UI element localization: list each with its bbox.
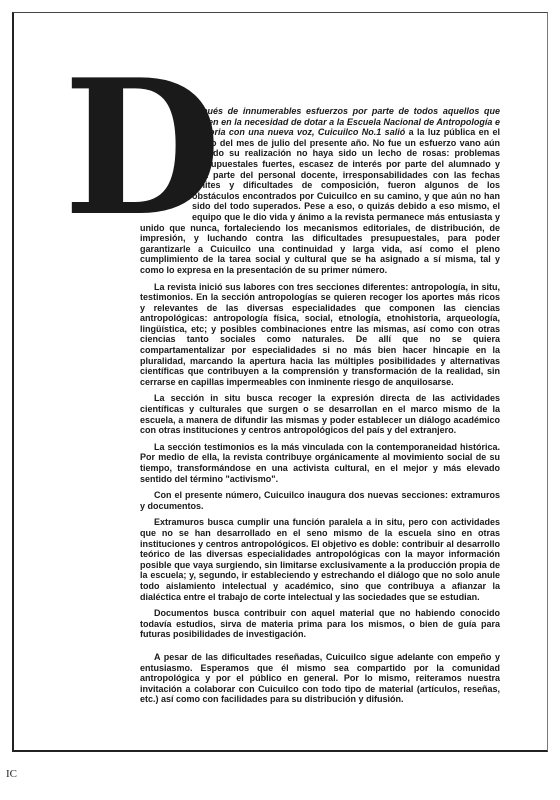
paragraph-documentos: Documentos busca contribuir con aquel material que no habiendo conocido todavía estudios, sirva de materia prima para los mismos, o bien de guía para futuras posibilidades de investigación. bbox=[140, 608, 500, 640]
opening-paragraph bbox=[140, 106, 500, 276]
paragraph-sections: La revista inició sus labores con tres secciones diferentes: antropología, in situ, testimonios. En la sección antropologías se quieren recoger los aportes más ricos y relevantes de las diversas especialidades que componen las ciencias antropológicas: antropología física, social, etnología, etnohistoria, arqueología, lingüística, etc; y posibles combinaciones entre las mismas, así como con otras ciencias tanto sociales como naturales. De allí que no se quiera compartamentalizar por especialidades si no más bien hacer hincapie en la pluralidad, marcando la apertura hacia las múltiples posibilidades y alternativas científicas que contribuyen a la comprensión y transformación de la realidad, sin cerrarse en capillas impermeables con inminente riesgo de anquilosarse. bbox=[140, 281, 500, 387]
paragraph-extramuros: Extramuros busca cumplir una función paralela a in situ, pero con actividades que no se han desarrollado en el seno mismo de la escuela sino en otras instituciones y centros antropológicos. El objetivo es doble: contribuir al desarrollo teórico de las diversas especialidades antropológicas con la mayor información posible que vaya surgiendo, sin limitarse exclusivamente a la producción propia de la escuela; y, segundo, ir estableciendo y estrechando el diálogo que no solo anule todo aislamiento intelectual y académico, sino que contribuya a afianzar la dialéctica entre el trabajo de corte intelectual y las sociedades que se estudian. bbox=[140, 517, 500, 602]
paragraph-new-sections: Con el presente número, Cuicuilco inaugura dos nuevas secciones: extramuros y documentos. bbox=[140, 490, 500, 511]
paragraph-testimonios: La sección testimonios es la más vinculada con la contemporaneidad histórica. Por medio de ella, la revista contribuye orgánicamente al movimiento social de su tiempo, transformándose en una activista cultural, en el mejor y más elevado sentido del término "activismo". bbox=[140, 441, 500, 484]
editorial-text bbox=[140, 106, 500, 711]
drop-cap-spacer bbox=[140, 106, 192, 222]
opening-lead: espués de innumerables esfuerzos por parte de todos aquellos que creíen en la necesidad de dotar a la Escuela Nacional de Antropología e Historia con una nueva voz, Cuicuilco No.1 salió bbox=[192, 106, 500, 138]
paragraph-in-situ: La sección in situ busca recoger la expresión directa de las actividades científicas y culturales que surgen o se desarrollan en el marco mismo de la escuela, a manera de difundir las mismas y poder establecer un diálogo académico con otras instituciones y centros antropológicos del país y del extranjero. bbox=[140, 393, 500, 436]
paragraph-closing: A pesar de las dificultades reseñadas, Cuicuilco sigue adelante con empeño y entusiasmo. Esperamos que él mismo sea compartido por la comunidad antropológica y por el público en general. Por lo mismo, reiteramos nuestra invitación a colaborar con Cuicuilco con todo tipo de material (artículos, reseñas, etc.) así como con facilidades para su distribución y difusión. bbox=[140, 651, 500, 705]
page-number: IC bbox=[6, 768, 17, 780]
opening-rest: a la luz pública en el curso del mes de julio del presente año. No fue un esfuerzo vano aún cuando su realización no haya sido un lecho de rosas: problemas presupuestales fuertes, escasez de interés por parte del alumnado y una parte del personal docente, irresponsabilidades con las fechas límites y dificultades de composición, fueron algunos de los obstáculos encontrados por Cuicuilco en su camino, y que aún no han sido del todo superados. Pese a eso, o quizás debido a eso mismo, el equipo que le dio vida y ánimo a la revista permanece más entusiasta y unido que nunca, fortaleciendo los mecanismos editoriales, de distribución, de impresión, y luchando contra las dificultades presupuestales, para poder garantizarle a Cuicuilco una continuidad y larga vida, así como el pleno cumplimiento de la tarea social y cultural que se ha asignado a sí misma, tal y como lo expresa en la presentación de su primer número. bbox=[140, 127, 501, 275]
drop-cap-letter: D bbox=[63, 38, 222, 257]
